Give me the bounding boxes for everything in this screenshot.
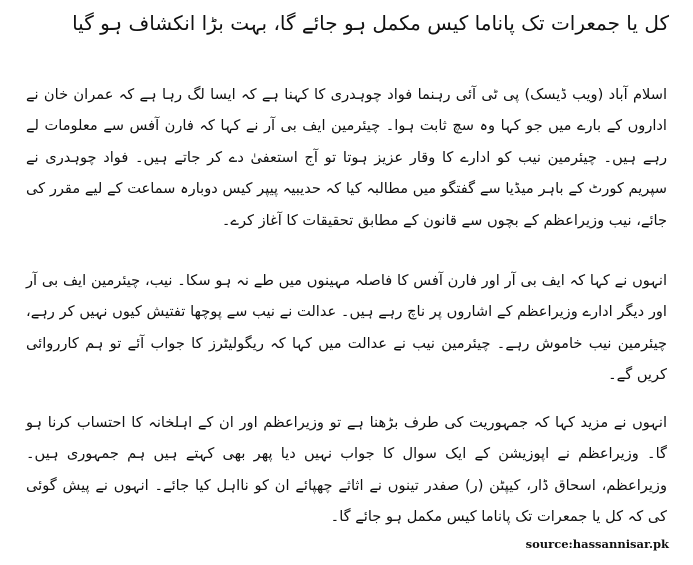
article-headline: کل یا جمعرات تک پاناما کیس مکمل ہو جائے گا، بہت بڑا انکشاف ہو گیا	[72, 11, 669, 35]
article-paragraph-3: انہوں نے مزید کہا کہ جمہوریت کی طرف بڑھنا ہے تو وزیراعظم اور ان کے اہلخانہ کا احتساب کرنا ہو گا۔ وزیراعظم نے اپوزیشن کے ایک سوال کا جواب نہیں دیا پھر بھی کہتے ہیں ہم جمہوری ہیں۔ وزیراعظم، اسحاق ڈار، کیپٹن (ر) صفدر تینوں نے اثاثے چھپائے ان کو نااہل کیا جائے۔ انہوں نے پیش گوئی کی کہ کل یا جمعرات تک پاناما کیس مکمل ہو جائے گا۔	[26, 413, 667, 526]
article-paragraph-2: انہوں نے کہا کہ ایف بی آر اور فارن آفس کا فاصلہ مہینوں میں طے نہ ہو سکا۔ نیب، چیئرمین ایف بی آر اور دیگر ادارے وزیراعظم کے اشاروں پر ناچ رہے ہیں۔ عدالت نے نیب سے پوچھا تفتیش کیوں نہیں کر رہے، چیئرمین نیب خاموش رہے۔ چیئرمین نیب نے عدالت میں کہا کہ ریگولیٹرز کا جواب آئے تو ہم کارروائی کریں گے۔	[26, 271, 667, 384]
source-credit: source:hassannisar.pk	[525, 537, 669, 551]
article-paragraph-1: اسلام آباد (ویب ڈیسک) پی ٹی آئی رہنما فواد چوہدری کا کہنا ہے کہ ایسا لگ رہا ہے کہ عمران خان نے اداروں کے بارے میں جو کہا وہ سچ ثابت ہوا۔ چیئرمین ایف بی آر نے کہا کہ فارن آفس سے معلومات لے رہے ہیں۔ چیئرمین نیب کو ادارے کا وقار عزیز ہوتا تو آج استعفیٰ دے کر جاتے ہیں۔ فواد چوہدری نے سپریم کورٹ کے باہر میڈیا سے گفتگو میں مطالبہ کیا کہ حدیبیہ پیپر کیس دوبارہ سماعت کے لیے مقرر کی جائے، نیب وزیراعظم کے بچوں سے قانون کے مطابق تحقیقات کا آغاز کرے۔	[26, 85, 667, 229]
